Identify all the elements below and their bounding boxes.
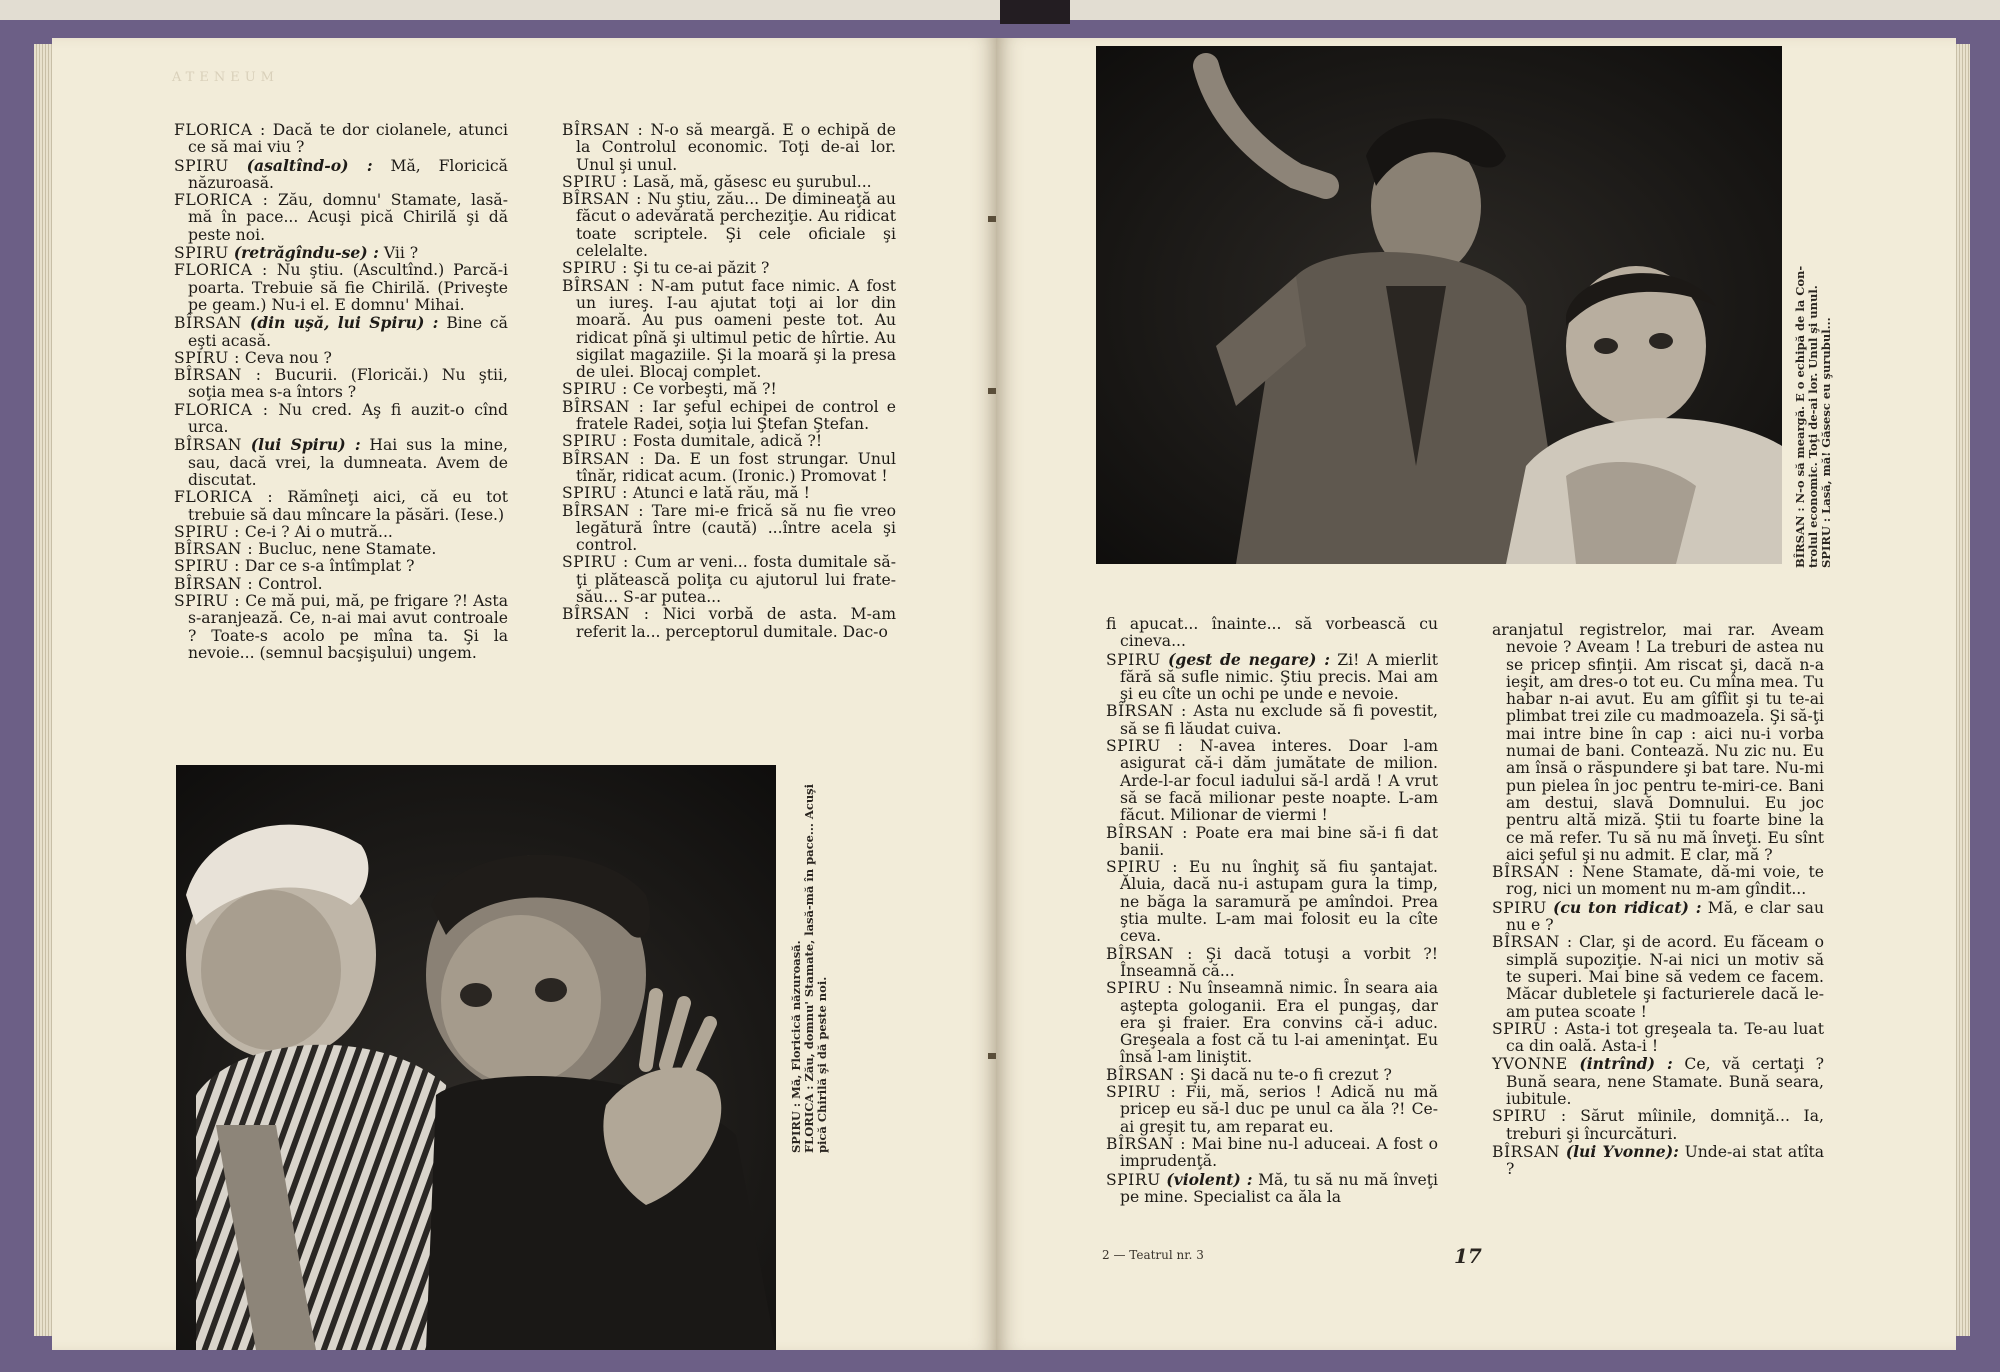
stage-direction: (cu ton ridicat) :	[1553, 897, 1702, 917]
speaker-name: SPIRU :	[174, 592, 241, 611]
speaker-name: FLORICA :	[174, 121, 266, 139]
dialogue-line	[1492, 1108, 1824, 1143]
dialogue-line	[562, 122, 896, 174]
dialogue-text: Unde-ai stat atîta ?	[1506, 1142, 1825, 1179]
dialogue-line	[1106, 738, 1438, 824]
dialogue-line	[1106, 651, 1438, 704]
dialogue-line	[1106, 616, 1438, 651]
speaker-name: SPIRU :	[1106, 979, 1173, 998]
dialogue-text: Sărut mîinile, domniţă... Ia, treburi şi încurcături.	[1506, 1107, 1824, 1143]
dialogue-text: Nu cred. Aş fi auzit-o cînd urca.	[188, 400, 508, 437]
dialogue-text: Nu ştiu, zău... De dimineaţă au făcut o adevărată percheziţie. Au ridicat toate scriptele. Şi cele oficiale şi celelalte.	[576, 190, 896, 261]
dialogue-line	[1106, 859, 1438, 945]
dialogue-line	[174, 436, 508, 489]
dialogue-text: Asta nu exclude să fi povestit, să se fi lăudat cuiva.	[1120, 702, 1438, 738]
dialogue-line	[1492, 622, 1824, 864]
dialogue-text: Fii, mă, serios ! Adică nu mă pricep eu să-l duc pe unul ca ăla ?! Ce-ai greşit tu, am reparat eu.	[1120, 1083, 1438, 1136]
dialogue-text: Şi dacă totuşi a vorbit ?! Înseamnă că...	[1120, 944, 1438, 980]
speaker-name: BÎRSAN :	[1106, 1065, 1186, 1084]
caption-line: FLORICA : Zău, domnu' Stamate, lasă-mă în pace... Acuşi	[802, 783, 816, 1153]
speaker-name: SPIRU	[174, 244, 229, 263]
stage-photo-florica-spiru	[176, 765, 776, 1350]
dialogue-text: Fosta dumitale, adică ?!	[632, 432, 823, 451]
dialogue-line	[174, 350, 508, 367]
dialogue-line	[1492, 899, 1824, 935]
dialogue-line	[1492, 1021, 1824, 1056]
dialogue-text: Atunci e lată rău, mă !	[632, 484, 810, 503]
speaker-name: BÎRSAN :	[562, 190, 642, 209]
page-number: 17	[1454, 1244, 1482, 1268]
dialogue-text: N-am putut face nimic. A fost un iureş. I-au ajutat toţi ai lor din moară. Au pus oameni peste tot. Au ridicat pînă şi ultimul petic de hîrtie. Au sigilat magaziile. Şi la moară şi la presa de ulei. Blocaj complet.	[576, 276, 896, 382]
dialogue-text: Zi! A mierlit fără să sufle nimic. Ştiu precis. Mai am şi eu cîte un ochi pe unde e nevoie.	[1120, 650, 1438, 704]
dialogue-line	[1106, 980, 1438, 1066]
dialogue-text: Control.	[258, 574, 323, 593]
dialogue-text: Eu nu înghiţ să fiu şantajat. Ăluia, dacă nu-i astupam gura la timp, ne băga la saramură pe amîndoi. Prea ştia multe. L-am mai folosit eu la cîte ceva.	[1120, 858, 1438, 946]
speaker-name: BÎRSAN :	[1106, 1134, 1186, 1153]
dialogue-line	[174, 192, 508, 244]
speaker-name: FLORICA :	[174, 400, 269, 419]
stage-photo-illustration	[1096, 46, 1782, 564]
dialogue-text: Bucluc, nene Stamate.	[258, 540, 437, 559]
dialogue-text: Clar, şi de acord. Eu făceam o simplă supoziţie. N-ai nici un motiv să te superi. Mai bine să vedem ce facem. Măcar dubletele şi facturierele dacă le-am putea scoate !	[1506, 933, 1824, 1021]
dialogue-line	[1492, 1055, 1824, 1108]
dialogue-line	[174, 541, 508, 558]
dialogue-line	[562, 451, 896, 486]
dialogue-text: Ceva nou ?	[244, 348, 332, 367]
stage-direction: (retrăgîndu-se) :	[233, 243, 379, 263]
photo-caption-right	[1794, 188, 1833, 568]
dialogue-text: Ce vorbeşti, mă ?!	[632, 380, 777, 399]
speaker-name: BÎRSAN :	[562, 121, 644, 139]
dialogue-line	[174, 593, 508, 662]
speaker-name: SPIRU	[174, 156, 229, 175]
dialogue-text: Nu ştiu. (Ascultînd.) Parcă-i poarta. Trebuie să fie Chirilă. (Priveşte pe geam.) Nu-i el. E domnu' Mihai.	[188, 261, 508, 314]
dialogue-text: Asta-i tot greşeala ta. Te-au luat ca din oală. Asta-i !	[1506, 1019, 1824, 1056]
dialogue-text: N-avea interes. Doar l-am asigurat că-i dăm jumătate de milion. Arde-l-ar focul iadului să-l ardă ! A vrut să se facă milionar peste noapte. L-am făcut. Milionar de viermi !	[1120, 737, 1438, 825]
speaker-name: SPIRU :	[174, 348, 240, 367]
speaker-name: BÎRSAN :	[1106, 944, 1193, 963]
dialogue-line	[562, 381, 896, 398]
dialogue-line	[562, 278, 896, 382]
dialogue-text: Poate era mai bine să-i fi dat banii.	[1120, 823, 1438, 859]
speaker-name: SPIRU	[1106, 650, 1161, 669]
speaker-name: BÎRSAN :	[174, 574, 254, 593]
dialogue-text: aranjatul registrelor, mai rar. Aveam nevoie ? Aveam ! La treburi de astea nu se pricep sfinţii. Am riscat şi, dacă n-a ieşit, am dres-o tot eu. Cu mîna mea. Tu habar n-ai avut. Eu am gîfîit şi tu te-ai plimbat trei zile cu madmoazela. Şi să-ţi mai intre bine în cap : aici nu-i vorba numai de bani. Contează. Nu zic nu. Eu am însă o răspundere şi bat tare. Nu-mi pun pielea în joc pentru te-miri-ce. Bani am destui, slavă Domnului. Eu joc pentru altă miză. Ştii tu foarte bine la ce mă refer. Tu să nu mă înveţi. Eu sînt aici şeful şi nu admit. E clar, mă ?	[1492, 621, 1824, 864]
dialogue-text: Vii ?	[383, 244, 419, 263]
dialogue-line	[562, 399, 896, 434]
dialogue-text: Tare mi-e frică să nu fie vreo legătură între (caută) ...între acela şi control.	[576, 501, 896, 555]
dialogue-text: Ce mă pui, mă, pe frigare ?! Asta s-aranjează. Ce, n-ai mai avut controale ? Toate-s acolo pe mîna ta. Şi la nevoie... (semnul bacşişului) ungem.	[188, 592, 508, 662]
dialogue-line	[562, 503, 896, 555]
speaker-name: BÎRSAN	[174, 314, 242, 333]
stage-direction: (gest de negare) :	[1168, 649, 1330, 669]
dialogue-text: Ce, vă certaţi ? Bună seara, nene Stamate. Bună seara, iubitule.	[1506, 1055, 1825, 1109]
speaker-name: BÎRSAN :	[562, 501, 644, 520]
speaker-name: BÎRSAN	[1492, 1142, 1560, 1161]
stage-direction: (lui Spiru) :	[250, 435, 361, 455]
speaker-name: SPIRU	[1106, 1170, 1161, 1189]
stage-direction: (intrînd) :	[1579, 1054, 1673, 1074]
speaker-name: BÎRSAN :	[1492, 863, 1575, 882]
dialogue-line	[562, 433, 896, 450]
dialogue-text: Hai sus la mine, sau, dacă vrei, la dumneata. Avem de discutat.	[188, 436, 508, 489]
dialogue-text: Mai bine nu-l aduceai. A fost o imprudenţă.	[1120, 1134, 1438, 1171]
caption-line: pică Chirilă şi dă peste noi.	[815, 976, 829, 1153]
dialogue-line	[1106, 1171, 1438, 1207]
dialogue-line	[1492, 934, 1824, 1020]
dialogue-line	[174, 244, 508, 262]
dialogue-text: Bucurii. (Floricăi.) Nu ştii, soţia mea s-a întors ?	[188, 366, 508, 402]
dialogue-line	[1492, 864, 1824, 899]
stage-direction: (violent) :	[1166, 1169, 1253, 1189]
speaker-name: FLORICA :	[174, 488, 274, 507]
dialogue-line	[174, 489, 508, 524]
speaker-name: BÎRSAN	[174, 436, 242, 455]
speaker-name: FLORICA :	[174, 261, 268, 280]
dialogue-line	[174, 157, 508, 193]
stage-direction: (din uşă, lui Spiru) :	[249, 313, 439, 333]
faded-running-header: ATENEUM	[172, 70, 279, 85]
dialogue-text: Nici vorbă de asta. M-am referit la... perceptorul dumitale. Dac-o	[576, 605, 896, 641]
dialogue-line	[1106, 1084, 1438, 1136]
speaker-name: BÎRSAN :	[174, 366, 262, 385]
book-spine	[1000, 0, 1070, 24]
dialogue-line	[562, 260, 896, 277]
speaker-name: SPIRU :	[1106, 1083, 1177, 1102]
dialogue-text: Iar şeful echipei de control e fratele Radei, soţia lui Ştefan Ştefan.	[576, 397, 896, 434]
caption-line: SPIRU : Lasă, mă! Găsesc eu şurubul...	[1819, 317, 1833, 568]
left-page	[52, 38, 998, 1350]
dialogue-line	[562, 485, 896, 502]
stage-photo-birsan-spiru	[1096, 46, 1782, 564]
binding-thread	[988, 388, 996, 394]
left-page-column-2	[562, 122, 896, 641]
dialogue-text: Dar ce s-a întîmplat ?	[244, 557, 415, 576]
dialogue-line	[562, 554, 896, 606]
binding-thread	[988, 216, 996, 222]
left-page-edges	[34, 44, 54, 1336]
dialogue-text: N-o să meargă. E o echipă de la Controlul economic. Toţi de-ai lor. Unul şi unul.	[576, 121, 896, 174]
speaker-name: BÎRSAN :	[562, 397, 645, 416]
speaker-name: YVONNE	[1492, 1055, 1568, 1074]
dialogue-text: Zău, domnu' Stamate, lasă-mă în pace... Acuşi pică Chirilă şi dă peste noi.	[188, 191, 508, 244]
caption-line: trolul economic. Toţi de-ai lor. Unul şi unul.	[1806, 285, 1820, 568]
dialogue-line	[1106, 825, 1438, 860]
right-page-column-1	[1106, 616, 1438, 1206]
dialogue-text: Dacă te dor ciolanele, atunci ce să mai viu ?	[188, 121, 509, 157]
dialogue-text: Mă, Floricică năzuroasă.	[188, 156, 508, 192]
dialogue-text: Da. E un fost strungar. Unul tînăr, ridicat acum. (Ironic.) Promovat !	[576, 449, 896, 485]
page-footer-journal: 2 — Teatrul nr. 3	[1102, 1248, 1204, 1262]
right-page	[996, 38, 1956, 1350]
right-page-edges	[1954, 44, 1970, 1336]
dialogue-text: Rămîneţi aici, că eu tot trebuie să dau mîncare la păsări. (Iese.)	[188, 488, 508, 524]
speaker-name: SPIRU :	[174, 522, 240, 541]
dialogue-text: Cum ar veni... fosta dumitale să-ţi plătească poliţa cu ajutorul lui frate-său... S-ar putea...	[576, 553, 896, 607]
speaker-name: SPIRU :	[562, 259, 628, 278]
speaker-name: SPIRU :	[174, 557, 240, 576]
speaker-name: SPIRU :	[562, 553, 629, 572]
dialogue-text: Bine că eşti acasă.	[188, 314, 508, 350]
dialogue-text: fi apucat... înainte... să vorbească cu cineva...	[1106, 615, 1438, 651]
speaker-name: SPIRU :	[562, 484, 628, 503]
dialogue-line	[174, 576, 508, 593]
dialogue-text: Lasă, mă, găsesc eu şurubul...	[632, 172, 872, 191]
dialogue-line	[1106, 946, 1438, 981]
dialogue-line	[174, 524, 508, 541]
stage-direction: (asaltînd-o) :	[246, 155, 373, 175]
dialogue-line	[174, 558, 508, 575]
speaker-name: BÎRSAN :	[1106, 823, 1188, 842]
stage-direction: (lui Yvonne):	[1565, 1141, 1679, 1161]
left-page-column-1	[174, 122, 508, 662]
dialogue-line	[1492, 1143, 1824, 1179]
speaker-name: BÎRSAN :	[1106, 702, 1187, 721]
speaker-name: BÎRSAN :	[1492, 933, 1573, 952]
dialogue-line	[562, 191, 896, 260]
speaker-name: SPIRU	[1492, 898, 1547, 917]
speaker-name: SPIRU :	[562, 432, 628, 451]
dialogue-text: Şi tu ce-ai păzit ?	[632, 259, 770, 278]
speaker-name: BÎRSAN :	[562, 276, 644, 295]
stage-photo-illustration	[176, 765, 776, 1350]
right-page-column-2	[1492, 622, 1824, 1179]
speaker-name: SPIRU :	[1106, 737, 1184, 756]
dialogue-line	[174, 314, 508, 350]
caption-line: BÎRSAN : N-o să meargă. E o echipă de la Con-	[1793, 265, 1807, 568]
photo-caption-left	[790, 763, 829, 1153]
speaker-name: BÎRSAN :	[562, 449, 646, 468]
dialogue-line	[174, 262, 508, 314]
dialogue-text: Mă, e clar sau nu e ?	[1506, 898, 1825, 935]
dialogue-text: Nu înseamnă nimic. În seara aia aştepta gologanii. Era el pungaş, dar era şi fraier. Era convins că-i aduc. Greşeala a fost că tu l-ai ameninţat. Eu însă l-am liniştit.	[1120, 979, 1438, 1067]
speaker-name: BÎRSAN :	[174, 540, 254, 559]
dialogue-line	[1106, 703, 1438, 738]
dialogue-line	[174, 367, 508, 402]
dialogue-text: Şi dacă nu te-o fi crezut ?	[1190, 1065, 1392, 1084]
dialogue-line	[174, 122, 508, 157]
dialogue-line	[562, 606, 896, 641]
speaker-name: SPIRU :	[1492, 1019, 1560, 1038]
dialogue-line	[174, 402, 508, 437]
dialogue-line	[562, 174, 896, 191]
speaker-name: SPIRU :	[1492, 1107, 1567, 1126]
speaker-name: FLORICA :	[174, 191, 269, 210]
dialogue-text: Ce-i ? Ai o mutră...	[244, 522, 393, 541]
speaker-name: SPIRU :	[562, 172, 628, 191]
binding-thread	[988, 1053, 996, 1059]
speaker-name: BÎRSAN :	[562, 605, 650, 624]
dialogue-line	[1106, 1067, 1438, 1084]
dialogue-text: Mă, tu să nu mă înveţi pe mine. Specialist ca ăla la	[1120, 1170, 1438, 1206]
caption-line: SPIRU : Mă, Floricică năzuroasă.	[789, 940, 803, 1153]
speaker-name: SPIRU :	[1106, 858, 1178, 877]
speaker-name: SPIRU :	[562, 380, 628, 399]
dialogue-line	[1106, 1136, 1438, 1171]
dialogue-text: Nene Stamate, dă-mi voie, te rog, nici un moment nu m-am gîndit...	[1506, 863, 1824, 899]
